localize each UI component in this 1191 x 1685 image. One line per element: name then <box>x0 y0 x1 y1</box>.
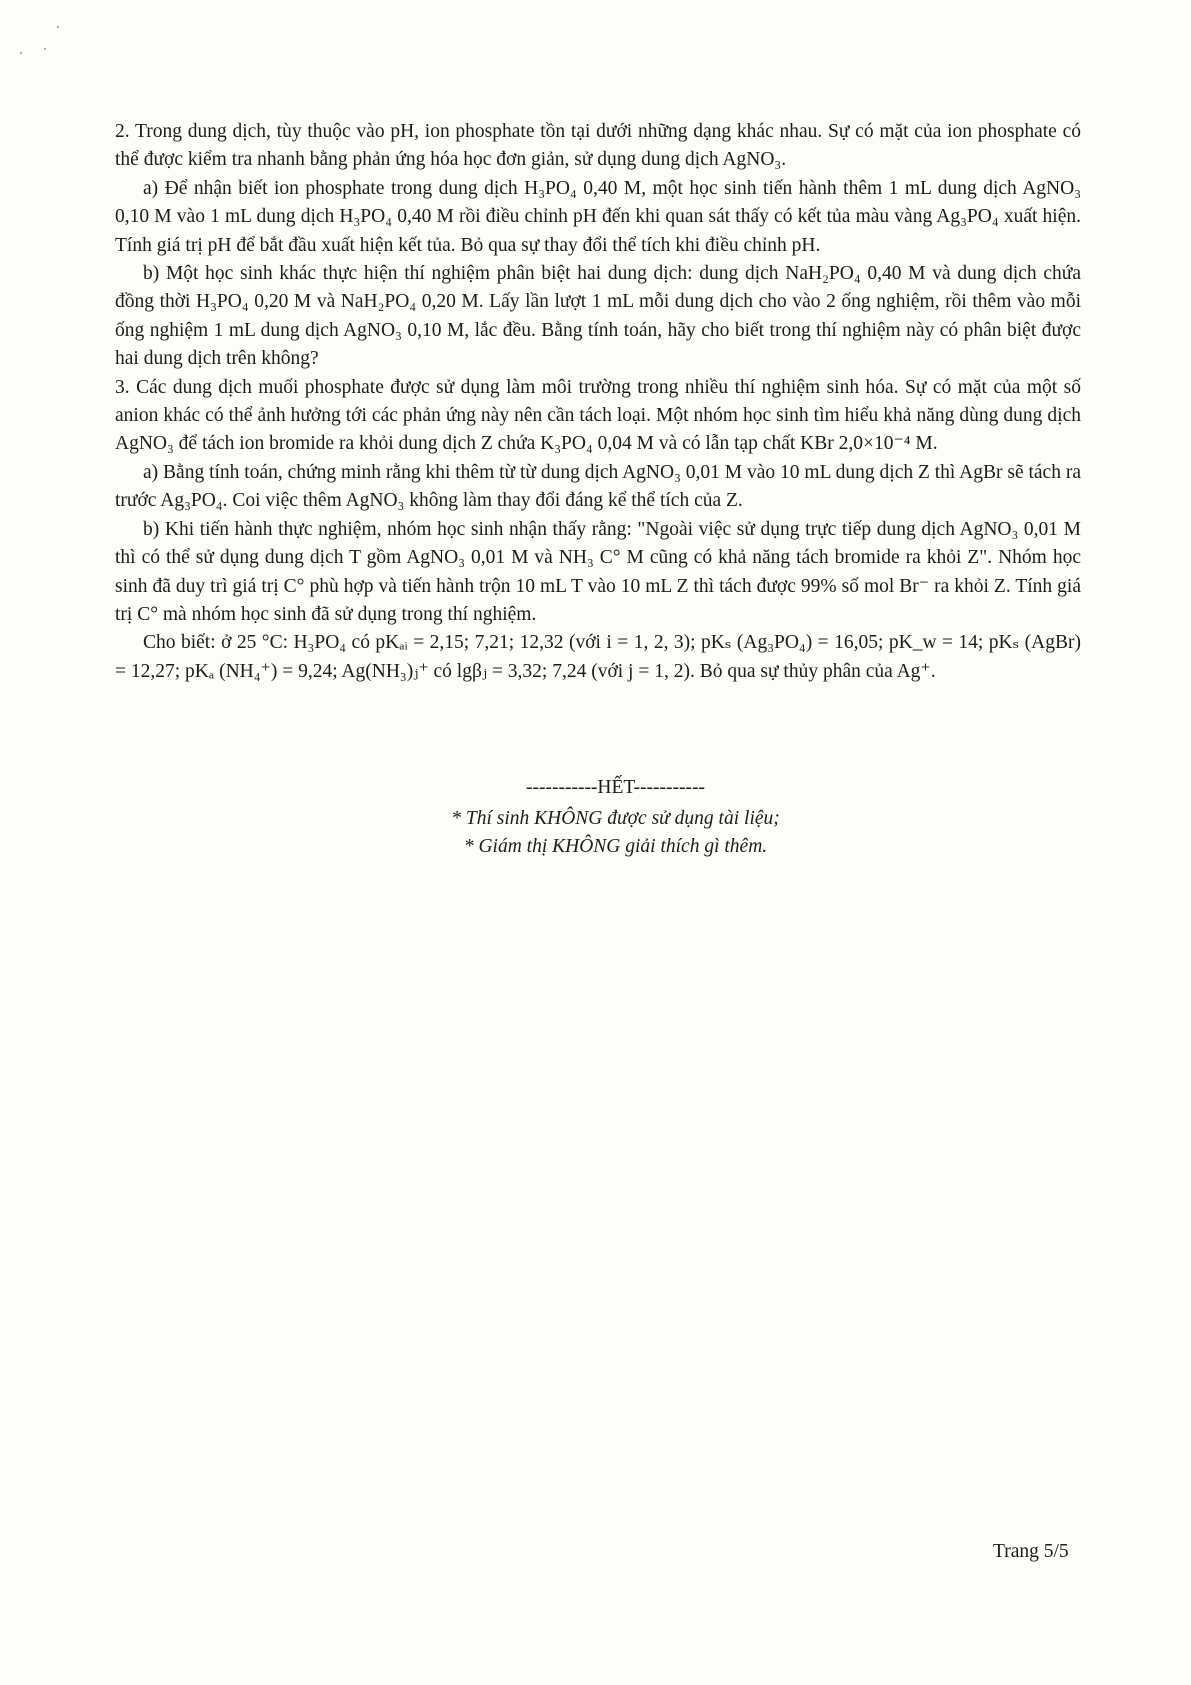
proctor-note: * Giám thị KHÔNG giải thích gì thêm. <box>463 836 768 857</box>
scan-speck <box>44 48 46 50</box>
question-3a: a) Bằng tính toán, chứng minh rằng khi thêm từ từ dung dịch AgNO₃ 0,01 M vào 10 mL dung dịch Z thì AgBr sẽ tách ra trước Ag₃PO₄. Coi việc thêm AgNO₃ không làm thay đổi đáng kể thể tích của Z. <box>115 461 1081 512</box>
scan-speck <box>20 52 22 54</box>
exam-content <box>115 118 1081 686</box>
end-marker: -----------HẾT----------- <box>526 777 705 798</box>
question-2a: a) Để nhận biết ion phosphate trong dung dịch H₃PO₄ 0,40 M, một học sinh tiến hành thêm 1 mL dung dịch AgNO₃ 0,10 M vào 1 mL dung dịch H₃PO₄ 0,40 M rồi điều chỉnh pH đến khi quan sát thấy có kết tủa màu vàng Ag₃PO₄ xuất hiện. Tính giá trị pH để bắt đầu xuất hiện kết tủa. Bỏ qua sự thay đổi thể tích khi điều chỉnh pH. <box>115 177 1081 256</box>
question-2b: b) Một học sinh khác thực hiện thí nghiệm phân biệt hai dung dịch: dung dịch NaH₂PO₄ 0,40 M và dung dịch chứa đồng thời H₃PO₄ 0,20 M và NaH₂PO₄ 0,20 M. Lấy lần lượt 1 mL mỗi dung dịch cho vào 2 ống nghiệm, rồi thêm vào mỗi ống nghiệm 1 mL dung dịch AgNO₃ 0,10 M, lắc đều. Bằng tính toán, hãy cho biết trong thí nghiệm này có phân biệt được hai dung dịch trên không? <box>115 263 1081 370</box>
page-number: Trang 5/5 <box>993 1541 1069 1562</box>
given-constants: Cho biết: ở 25 °C: H₃PO₄ có pKₐᵢ = 2,15; 7,21; 12,32 (với i = 1, 2, 3); pKₛ (Ag₃PO₄) = 16,05; pK_w = 14; pKₛ (AgBr) = 12,27; pKₐ (NH₄⁺) = 9,24; Ag(NH₃)ⱼ⁺ có lgβⱼ = 3,32; 7,24 (với j = 1, 2). Bỏ qua sự thủy phân của Ag⁺. <box>115 632 1081 682</box>
scan-speck <box>57 26 59 28</box>
question-3-intro: 3. Các dung dịch muối phosphate được sử dụng làm môi trường trong nhiều thí nghiệm sinh hóa. Sự có mặt của một số anion khác có thể ảnh hưởng tới các phản ứng này nên cần tách loại. Một nhóm học sinh tìm hiểu khả năng dùng dung dịch AgNO₃ để tách ion bromide ra khỏi dung dịch Z chứa K₃PO₄ 0,04 M và có lẫn tạp chất KBr 2,0×10⁻⁴ M. <box>115 376 1081 455</box>
candidate-note: * Thí sinh KHÔNG được sử dụng tài liệu; <box>451 808 780 829</box>
question-2-intro: 2. Trong dung dịch, tùy thuộc vào pH, ion phosphate tồn tại dưới những dạng khác nhau. Sự có mặt của ion phosphate có thể được kiểm tra nhanh bằng phản ứng hóa học đơn giản, sử dụng dung dịch AgNO₃. <box>115 121 1081 171</box>
question-3b: b) Khi tiến hành thực nghiệm, nhóm học sinh nhận thấy rằng: "Ngoài việc sử dụng trực tiếp dung dịch AgNO₃ 0,01 M thì có thể sử dụng dung dịch T gồm AgNO₃ 0,01 M và NH₃ C° M cũng có khả năng tách bromide ra khỏi Z". Nhóm học sinh đã duy trì giá trị C° phù hợp và tiến hành trộn 10 mL T vào 10 mL Z thì tách được 99% số mol Br⁻ ra khỏi Z. Tính giá trị C° mà nhóm học sinh đã sử dụng trong thí nghiệm. <box>115 518 1081 625</box>
